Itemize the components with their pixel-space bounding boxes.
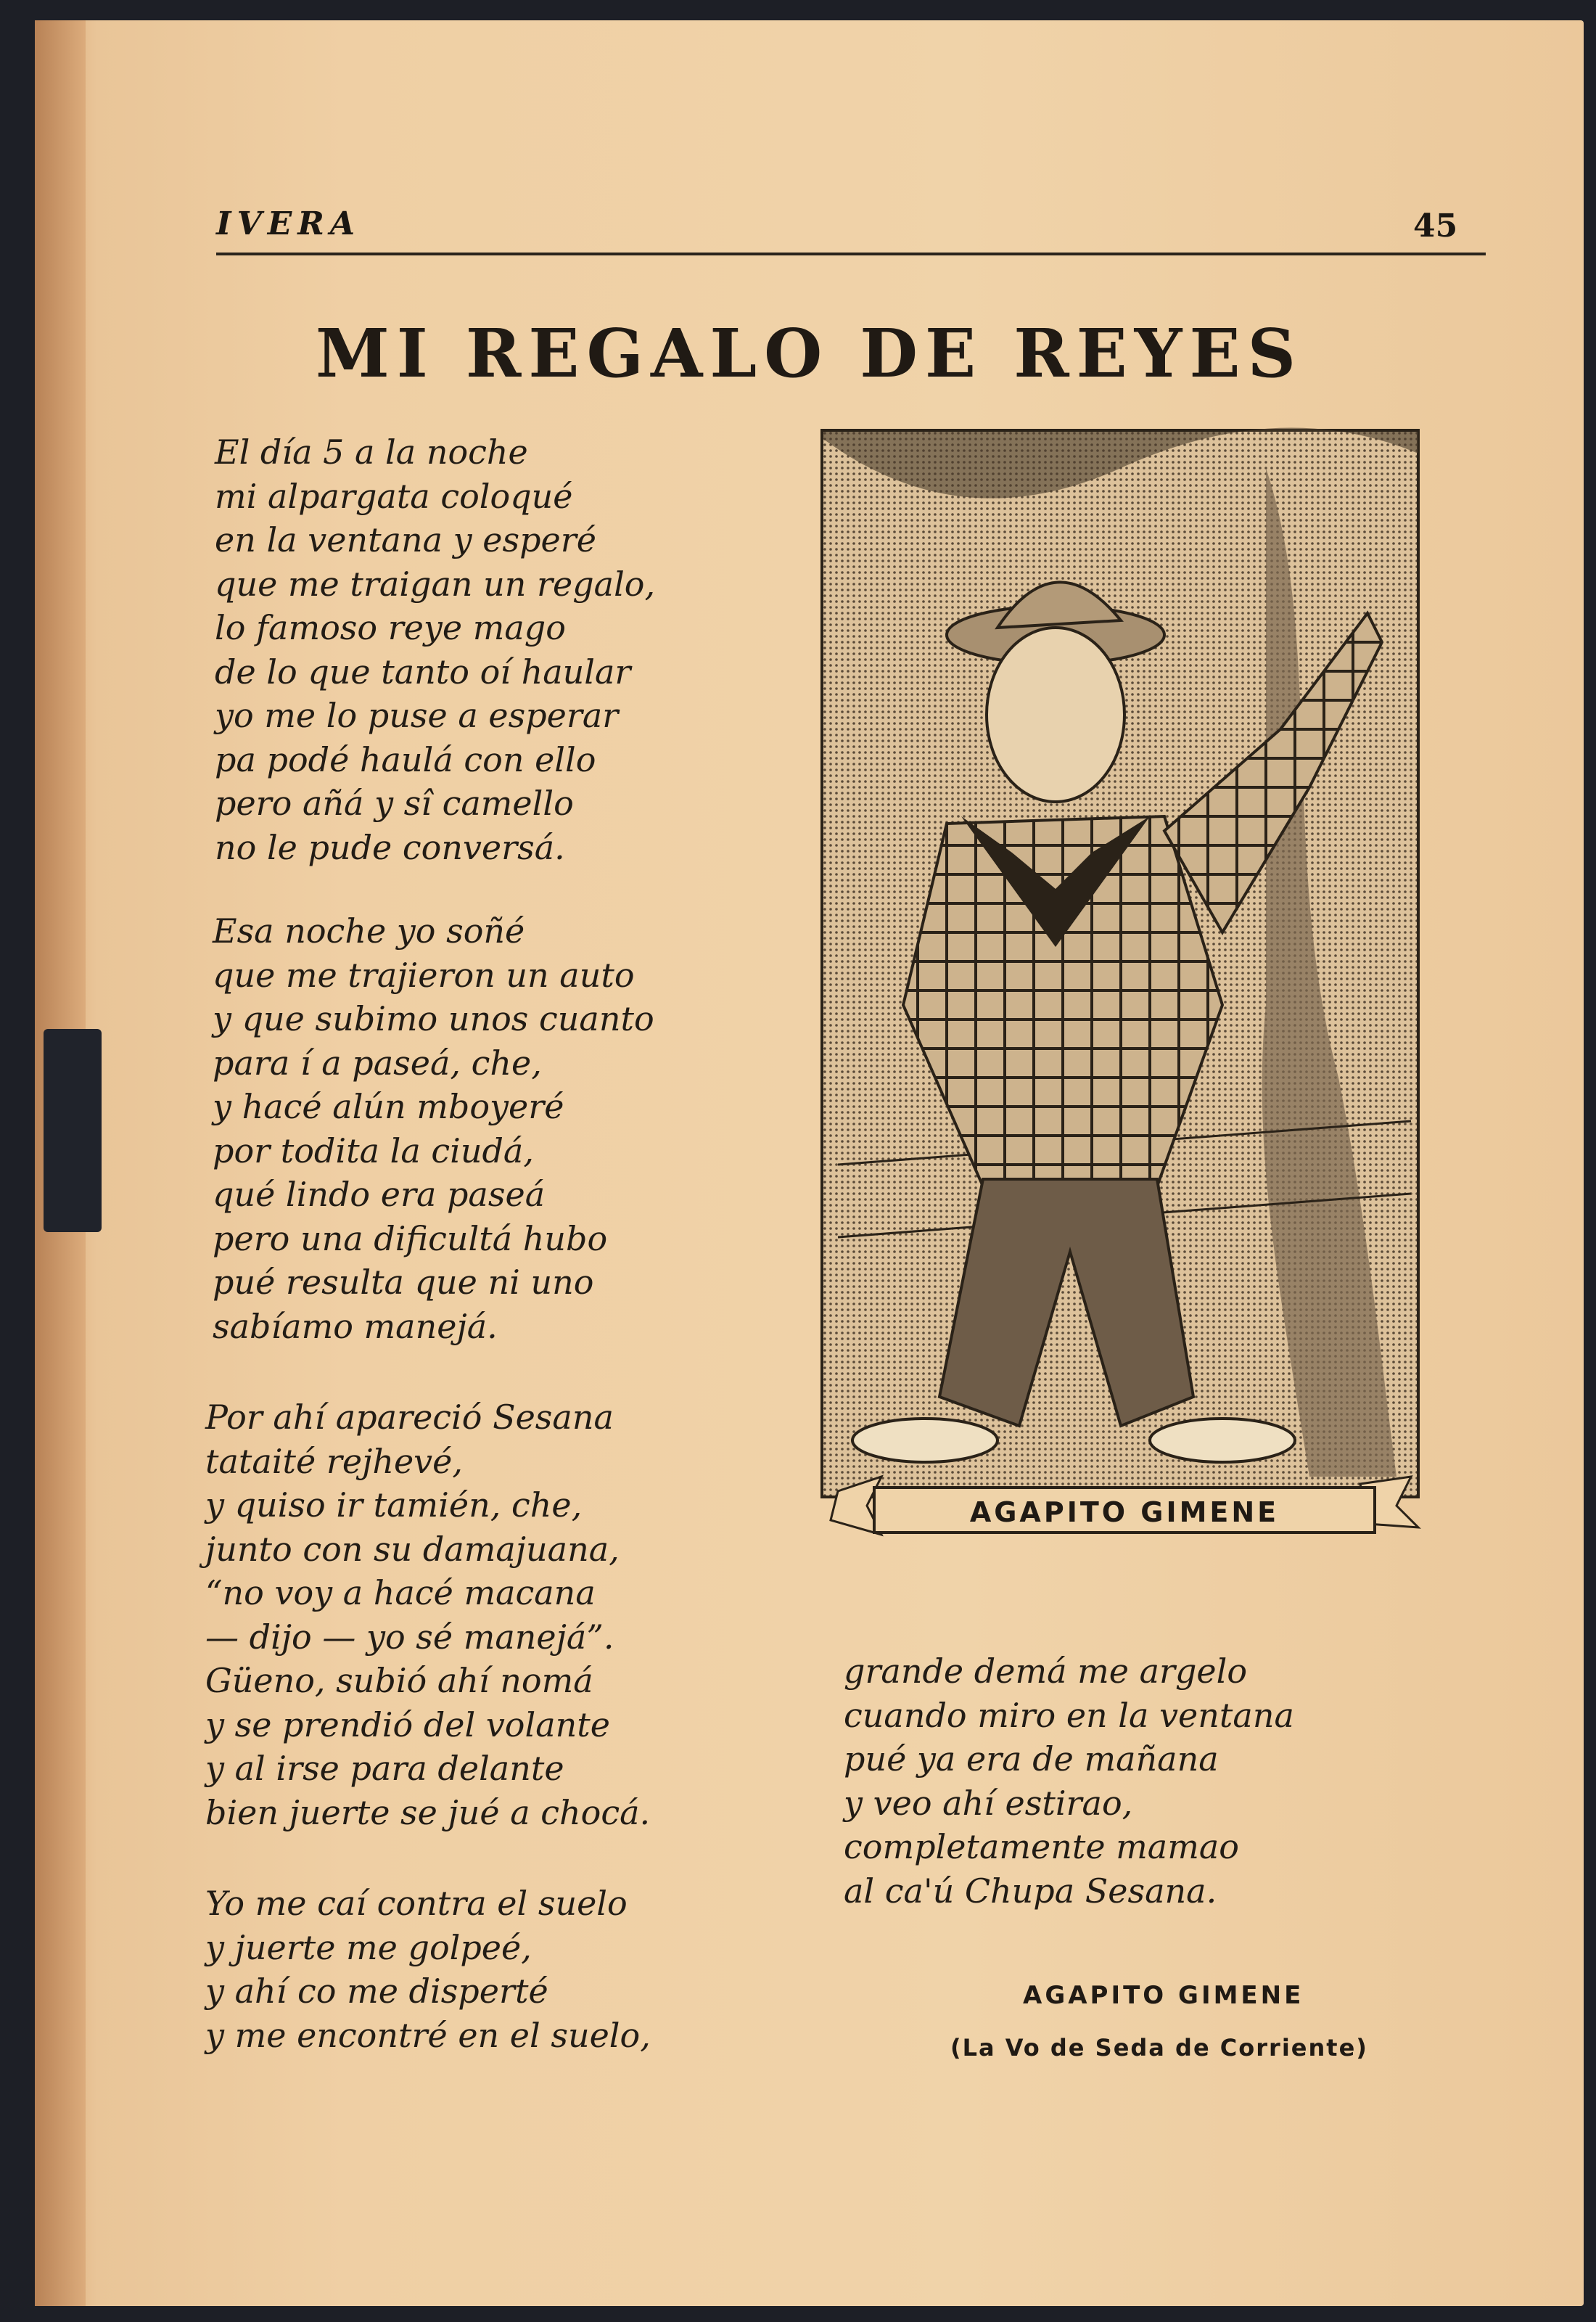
- poem-line: y que subimo unos cuanto: [213, 999, 654, 1038]
- author-signature: AGAPITO GIMENE: [1023, 1981, 1304, 2010]
- illustration-boy-with-hat: [816, 424, 1423, 1542]
- poem-line: El día 5 a la noche: [215, 432, 528, 472]
- magazine-page: [35, 20, 1584, 2306]
- poem-line: grande demá me argelo: [844, 1652, 1248, 1691]
- poem-line: lo famoso reye mago: [215, 608, 566, 647]
- page-number: 45: [1413, 208, 1458, 245]
- stanza-2: [213, 909, 654, 1348]
- poem-line: completamente mamao: [844, 1827, 1239, 1866]
- poem-line: pué ya era de mañana: [844, 1739, 1219, 1779]
- poem-line: Güeno, subió ahí nomá: [205, 1661, 593, 1700]
- magazine-name: IVERA: [216, 205, 361, 242]
- poem-line: en la ventana y esperé: [215, 520, 596, 559]
- poem-line: y se prendió del volante: [205, 1704, 610, 1744]
- poem-line: sabíamo manejá.: [213, 1306, 498, 1346]
- poem-line: y me encontré en el suelo,: [205, 2015, 651, 2055]
- poem-line: yo me lo puse a esperar: [215, 696, 619, 735]
- poem-line: para í a paseá, che,: [213, 1043, 542, 1083]
- poem-line: mi alpargata coloqué: [215, 476, 573, 516]
- poem-line: y juerte me golpeé,: [205, 1927, 532, 1967]
- poem-line: Por ahí apareció Sesana: [205, 1398, 614, 1437]
- poem-line: que me trajieron un auto: [213, 955, 635, 995]
- poem-line: junto con su damajuana,: [205, 1529, 620, 1569]
- poem-line: pero añá y sî camello: [215, 784, 574, 823]
- poem-line: cuando miro en la ventana: [844, 1695, 1294, 1735]
- poem-line: por todita la ciudá,: [213, 1131, 534, 1170]
- poem-line: y quiso ir tamién, che,: [205, 1485, 583, 1525]
- stanza-4: [205, 1882, 651, 2057]
- header-rule: [216, 253, 1486, 255]
- poem-line: pa podé haulá con ello: [215, 739, 596, 779]
- poem-line: pué resulta que ni uno: [213, 1263, 594, 1302]
- poem-line: y veo ahí estirao,: [844, 1783, 1133, 1823]
- stanza-right: [844, 1649, 1294, 1913]
- poem-line: tataité rejhevé,: [205, 1441, 464, 1481]
- poem-line: y ahí co me disperté: [205, 1972, 548, 2011]
- poem-line: “no voy a hacé macana: [205, 1573, 596, 1612]
- poem-line: no le pude conversá.: [215, 827, 565, 867]
- poem-line: que me traigan un regalo,: [215, 564, 656, 604]
- poem-line: pero una dificultá hubo: [213, 1218, 608, 1258]
- poem-line: — dijo — yo sé manejá”.: [205, 1617, 614, 1657]
- poem-line: Esa noche yo soñé: [213, 911, 525, 951]
- poem-title: MI REGALO DE REYES: [315, 314, 1304, 393]
- stanza-3: [205, 1395, 650, 1834]
- poem-line: qué lindo era paseá: [213, 1175, 546, 1214]
- poem-line: y hacé alún mboyeré: [213, 1087, 564, 1126]
- stanza-1: [215, 430, 655, 869]
- binding-clip: [44, 1029, 102, 1232]
- poem-line: al ca'ú Chupa Sesana.: [844, 1871, 1217, 1911]
- poem-line: Yo me caí contra el suelo: [205, 1884, 628, 1923]
- poem-line: de lo que tanto oí haular: [215, 652, 631, 692]
- poem-line: y al irse para delante: [205, 1749, 564, 1788]
- source-attribution: (La Vo de Seda de Corriente): [950, 2034, 1368, 2062]
- poem-line: bien juerte se jué a chocá.: [205, 1792, 651, 1832]
- banner-label: AGAPITO GIMENE: [969, 1496, 1280, 1528]
- face: [987, 628, 1124, 802]
